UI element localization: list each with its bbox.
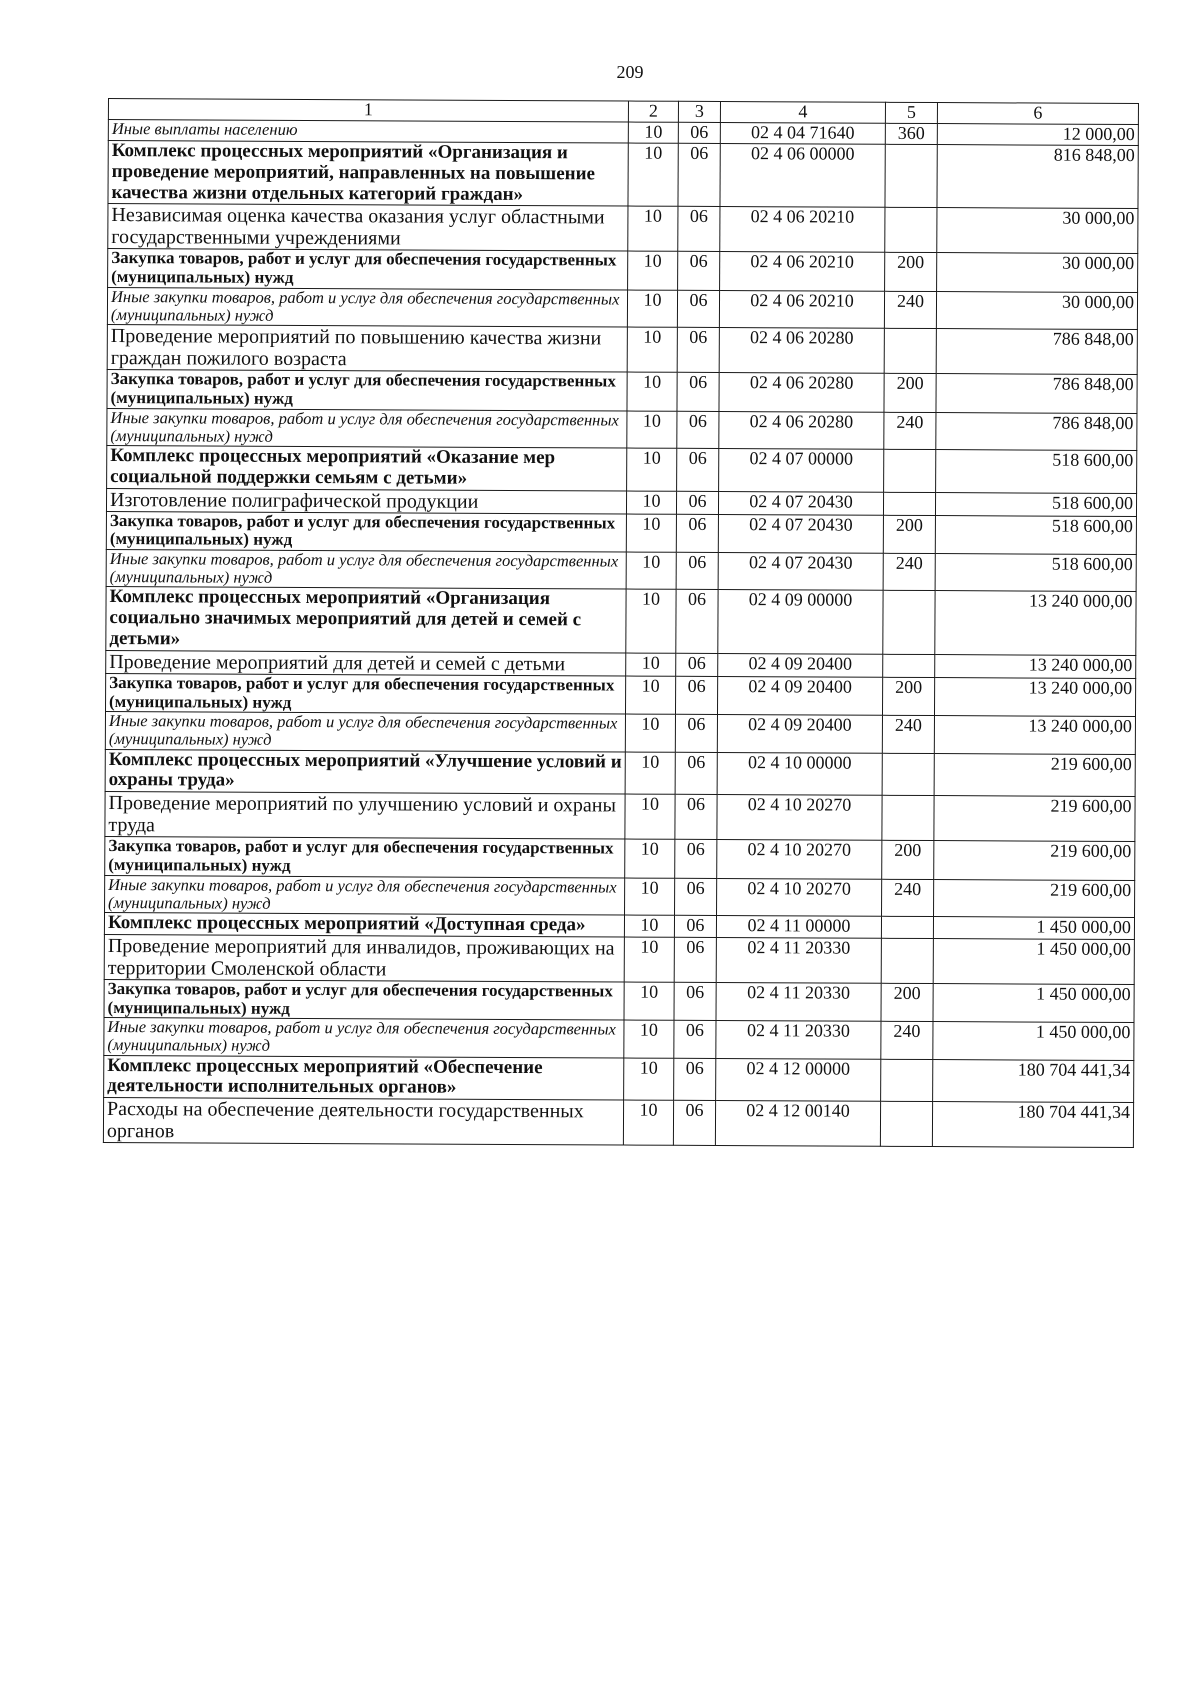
table-row bbox=[107, 370, 1137, 413]
row-section-cell: 10 bbox=[626, 653, 676, 676]
row-target-code-cell: 02 4 10 00000 bbox=[717, 752, 882, 796]
row-section-cell: 10 bbox=[625, 878, 675, 916]
row-expense-type-cell bbox=[881, 938, 933, 983]
budget-table bbox=[103, 98, 1139, 1148]
row-section-cell: 10 bbox=[624, 915, 674, 937]
row-subsection-cell: 06 bbox=[674, 937, 716, 982]
row-subsection-cell: 06 bbox=[673, 1101, 715, 1146]
row-subsection-cell: 06 bbox=[674, 1021, 716, 1058]
row-section-cell: 10 bbox=[628, 143, 678, 207]
row-name-cell: Иные закупки товаров, работ и услуг для обеспечения государственных (муниципальных) нужд bbox=[105, 875, 625, 915]
row-subsection-cell: 06 bbox=[678, 122, 720, 143]
row-section-cell: 10 bbox=[627, 372, 677, 411]
row-subsection-cell: 06 bbox=[675, 840, 717, 879]
row-amount-cell: 219 600,00 bbox=[934, 753, 1135, 797]
row-subsection-cell: 06 bbox=[675, 676, 717, 715]
row-amount-cell: 816 848,00 bbox=[937, 144, 1138, 209]
row-name-cell: Комплекс процессных мероприятий «Улучшение условий и охраны труда» bbox=[105, 749, 625, 794]
row-target-code-cell: 02 4 11 20330 bbox=[716, 937, 881, 983]
table-row bbox=[108, 249, 1138, 292]
table-body bbox=[103, 120, 1138, 1148]
row-target-code-cell: 02 4 06 00000 bbox=[720, 143, 885, 207]
row-amount-cell: 13 240 000,00 bbox=[934, 716, 1135, 754]
table-row bbox=[106, 587, 1136, 656]
table-row bbox=[107, 287, 1137, 329]
row-subsection-cell: 06 bbox=[676, 552, 718, 589]
row-section-cell: 10 bbox=[627, 327, 677, 372]
row-name-cell: Комплекс процессных мероприятий «Организация и проведение мероприятий, направленных на повышение качества жизни отдельных категорий граждан» bbox=[108, 140, 628, 206]
row-name-cell: Иные закупки товаров, работ и услуг для обеспечения государственных (муниципальных) нужд bbox=[106, 549, 626, 589]
row-subsection-cell: 06 bbox=[676, 590, 718, 654]
row-amount-cell: 1 450 000,00 bbox=[933, 938, 1134, 984]
row-expense-type-cell bbox=[881, 1059, 933, 1102]
row-name-cell: Иные закупки товаров, работ и услуг для обеспечения государственных (муниципальных) нужд bbox=[105, 712, 625, 752]
row-section-cell: 10 bbox=[625, 752, 675, 795]
row-amount-cell: 180 704 441,34 bbox=[933, 1059, 1134, 1103]
header-col-4: 4 bbox=[720, 101, 885, 123]
row-amount-cell: 219 600,00 bbox=[934, 841, 1135, 880]
row-name-cell: Проведение мероприятий для инвалидов, проживающих на территории Смоленской области bbox=[104, 934, 624, 982]
row-target-code-cell: 02 4 06 20210 bbox=[719, 290, 884, 328]
row-target-code-cell: 02 4 07 20430 bbox=[718, 514, 883, 553]
table-row bbox=[103, 1098, 1133, 1148]
header-col-3: 3 bbox=[678, 101, 720, 122]
row-subsection-cell: 06 bbox=[674, 1058, 716, 1101]
table-row bbox=[105, 875, 1135, 917]
row-section-cell: 10 bbox=[628, 252, 678, 291]
row-expense-type-cell bbox=[881, 916, 933, 938]
row-section-cell: 10 bbox=[627, 290, 677, 328]
row-name-cell: Расходы на обеспечение деятельности государственных органов bbox=[103, 1098, 623, 1146]
row-target-code-cell: 02 4 09 00000 bbox=[718, 590, 883, 654]
row-subsection-cell: 06 bbox=[675, 752, 717, 795]
row-expense-type-cell: 200 bbox=[881, 983, 933, 1022]
row-target-code-cell: 02 4 09 20400 bbox=[717, 676, 882, 715]
row-expense-type-cell: 360 bbox=[885, 123, 937, 144]
row-amount-cell: 1 450 000,00 bbox=[933, 983, 1134, 1022]
row-subsection-cell: 06 bbox=[676, 491, 718, 514]
header-col-2: 2 bbox=[628, 101, 678, 122]
row-section-cell: 10 bbox=[623, 1100, 673, 1145]
row-target-code-cell: 02 4 07 00000 bbox=[719, 448, 884, 492]
row-expense-type-cell: 200 bbox=[885, 253, 937, 292]
row-target-code-cell: 02 4 06 20280 bbox=[719, 328, 884, 374]
row-target-code-cell: 02 4 11 20330 bbox=[716, 1021, 881, 1059]
row-target-code-cell: 02 4 07 20430 bbox=[718, 552, 883, 590]
row-name-cell: Закупка товаров, работ и услуг для обеспечения государственных (муниципальных) нужд bbox=[104, 979, 624, 1020]
row-expense-type-cell: 240 bbox=[884, 291, 936, 329]
row-expense-type-cell: 200 bbox=[882, 677, 934, 716]
row-section-cell: 10 bbox=[625, 794, 675, 839]
row-name-cell: Комплекс процессных мероприятий «Организация социально значимых мероприятий для детей и семей с детьми» bbox=[106, 587, 626, 653]
row-subsection-cell: 06 bbox=[678, 143, 720, 207]
row-subsection-cell: 06 bbox=[676, 653, 718, 676]
row-expense-type-cell: 200 bbox=[883, 515, 935, 554]
page-number: 209 bbox=[616, 62, 644, 82]
row-amount-cell: 518 600,00 bbox=[935, 515, 1136, 554]
row-amount-cell: 518 600,00 bbox=[936, 449, 1137, 493]
row-section-cell: 10 bbox=[628, 207, 678, 252]
row-amount-cell: 13 240 000,00 bbox=[935, 654, 1136, 678]
row-expense-type-cell bbox=[883, 654, 935, 677]
row-expense-type-cell: 240 bbox=[882, 716, 934, 754]
row-target-code-cell: 02 4 09 20400 bbox=[718, 653, 883, 677]
row-name-cell: Изготовление полиграфической продукции bbox=[106, 488, 626, 514]
row-amount-cell: 786 848,00 bbox=[936, 329, 1137, 375]
row-target-code-cell: 02 4 06 20210 bbox=[720, 252, 885, 291]
row-amount-cell: 786 848,00 bbox=[936, 374, 1137, 413]
table-row bbox=[106, 673, 1136, 716]
table-row bbox=[105, 712, 1135, 754]
header-col-5: 5 bbox=[885, 102, 937, 123]
table-row bbox=[107, 445, 1137, 493]
row-expense-type-cell bbox=[884, 449, 936, 492]
row-target-code-cell: 02 4 12 00000 bbox=[716, 1058, 881, 1102]
row-amount-cell: 12 000,00 bbox=[937, 124, 1138, 146]
table-row bbox=[104, 1055, 1134, 1103]
table-row bbox=[107, 325, 1137, 375]
row-expense-type-cell bbox=[884, 328, 936, 373]
row-amount-cell: 13 240 000,00 bbox=[935, 591, 1136, 656]
row-amount-cell: 1 450 000,00 bbox=[933, 1022, 1134, 1060]
header-col-1: 1 bbox=[108, 99, 628, 123]
row-name-cell: Иные выплаты населению bbox=[108, 120, 628, 143]
row-expense-type-cell: 200 bbox=[884, 373, 936, 412]
row-subsection-cell: 06 bbox=[677, 372, 719, 411]
row-section-cell: 10 bbox=[627, 448, 677, 491]
row-expense-type-cell: 240 bbox=[881, 1022, 933, 1060]
row-target-code-cell: 02 4 11 00000 bbox=[716, 915, 881, 938]
table-row bbox=[104, 1018, 1134, 1060]
row-target-code-cell: 02 4 10 20270 bbox=[717, 878, 882, 916]
row-name-cell: Комплекс процессных мероприятий «Доступная среда» bbox=[104, 912, 624, 936]
row-section-cell: 10 bbox=[628, 122, 678, 143]
row-target-code-cell: 02 4 06 20210 bbox=[720, 207, 885, 253]
row-expense-type-cell bbox=[885, 144, 937, 208]
row-subsection-cell: 06 bbox=[677, 411, 719, 448]
row-name-cell: Закупка товаров, работ и услуг для обеспечения государственных (муниципальных) нужд bbox=[105, 837, 625, 878]
table-row bbox=[105, 792, 1135, 842]
row-name-cell: Закупка товаров, работ и услуг для обеспечения государственных (муниципальных) нужд bbox=[106, 673, 626, 714]
row-expense-type-cell bbox=[885, 208, 937, 253]
table-row bbox=[106, 511, 1136, 554]
table-row bbox=[104, 934, 1134, 984]
row-name-cell: Иные закупки товаров, работ и услуг для обеспечения государственных (муниципальных) нужд bbox=[107, 408, 627, 448]
row-section-cell: 10 bbox=[625, 839, 675, 878]
row-subsection-cell: 06 bbox=[674, 915, 716, 937]
row-subsection-cell: 06 bbox=[676, 514, 718, 553]
row-target-code-cell: 02 4 12 00140 bbox=[715, 1101, 880, 1147]
table-row bbox=[108, 204, 1138, 254]
row-target-code-cell: 02 4 04 71640 bbox=[720, 122, 885, 144]
row-name-cell: Комплекс процессных мероприятий «Оказание мер социальной поддержки семьям с детьми» bbox=[107, 445, 627, 490]
row-section-cell: 10 bbox=[626, 552, 676, 590]
row-amount-cell: 30 000,00 bbox=[936, 291, 1137, 329]
header-col-6: 6 bbox=[937, 103, 1138, 125]
row-section-cell: 10 bbox=[627, 411, 677, 449]
row-name-cell: Комплекс процессных мероприятий «Обеспечение деятельности исполнительных органов» bbox=[104, 1055, 624, 1100]
row-subsection-cell: 06 bbox=[677, 448, 719, 491]
table-row bbox=[107, 408, 1137, 450]
row-section-cell: 10 bbox=[626, 514, 676, 553]
row-amount-cell: 518 600,00 bbox=[935, 492, 1136, 516]
row-target-code-cell: 02 4 06 20280 bbox=[719, 411, 884, 449]
row-expense-type-cell: 240 bbox=[883, 553, 935, 591]
row-section-cell: 10 bbox=[626, 589, 676, 653]
table-row bbox=[106, 549, 1136, 591]
row-subsection-cell: 06 bbox=[677, 327, 719, 372]
row-name-cell: Закупка товаров, работ и услуг для обеспечения государственных (муниципальных) нужд bbox=[106, 511, 626, 552]
row-subsection-cell: 06 bbox=[675, 878, 717, 915]
row-amount-cell: 219 600,00 bbox=[934, 879, 1135, 917]
row-expense-type-cell bbox=[882, 796, 934, 841]
row-amount-cell: 786 848,00 bbox=[936, 412, 1137, 450]
table-row bbox=[108, 140, 1138, 209]
row-section-cell: 10 bbox=[624, 1020, 674, 1058]
row-amount-cell: 1 450 000,00 bbox=[933, 917, 1134, 940]
row-section-cell: 10 bbox=[624, 1058, 674, 1101]
row-name-cell: Независимая оценка качества оказания услуг областными государственными учреждениями bbox=[108, 204, 628, 252]
row-name-cell: Проведение мероприятий по повышению качества жизни граждан пожилого возраста bbox=[107, 325, 627, 373]
row-target-code-cell: 02 4 10 20270 bbox=[717, 840, 882, 879]
row-amount-cell: 13 240 000,00 bbox=[934, 677, 1135, 716]
row-name-cell: Закупка товаров, работ и услуг для обеспечения государственных (муниципальных) нужд bbox=[107, 370, 627, 411]
row-subsection-cell: 06 bbox=[678, 207, 720, 252]
row-section-cell: 10 bbox=[625, 676, 675, 715]
row-expense-type-cell bbox=[883, 492, 935, 515]
row-amount-cell: 30 000,00 bbox=[937, 253, 1138, 292]
row-expense-type-cell: 240 bbox=[884, 412, 936, 450]
row-amount-cell: 180 704 441,34 bbox=[932, 1102, 1133, 1148]
table-row bbox=[105, 837, 1135, 880]
row-subsection-cell: 06 bbox=[677, 290, 719, 327]
row-expense-type-cell bbox=[880, 1102, 932, 1147]
row-name-cell: Иные закупки товаров, работ и услуг для обеспечения государственных (муниципальных) нужд bbox=[104, 1018, 624, 1058]
row-expense-type-cell bbox=[883, 591, 935, 655]
row-section-cell: 10 bbox=[624, 982, 674, 1021]
row-subsection-cell: 06 bbox=[675, 715, 717, 752]
row-amount-cell: 30 000,00 bbox=[937, 208, 1138, 254]
row-target-code-cell: 02 4 07 20430 bbox=[718, 491, 883, 515]
row-target-code-cell: 02 4 11 20330 bbox=[716, 982, 881, 1021]
table-row bbox=[104, 979, 1134, 1022]
row-subsection-cell: 06 bbox=[674, 982, 716, 1021]
row-name-cell: Проведение мероприятий для детей и семей с детьми bbox=[106, 650, 626, 676]
row-name-cell: Проведение мероприятий по улучшению условий и охраны труда bbox=[105, 792, 625, 840]
row-name-cell: Иные закупки товаров, работ и услуг для обеспечения государственных (муниципальных) нужд bbox=[107, 287, 627, 327]
row-target-code-cell: 02 4 09 20400 bbox=[717, 715, 882, 753]
row-section-cell: 10 bbox=[626, 491, 676, 514]
row-subsection-cell: 06 bbox=[675, 795, 717, 840]
row-expense-type-cell: 200 bbox=[882, 841, 934, 880]
table-row bbox=[105, 749, 1135, 797]
row-expense-type-cell: 240 bbox=[882, 879, 934, 917]
row-target-code-cell: 02 4 06 20280 bbox=[719, 373, 884, 412]
row-target-code-cell: 02 4 10 20270 bbox=[717, 795, 882, 841]
row-amount-cell: 518 600,00 bbox=[935, 553, 1136, 591]
row-section-cell: 10 bbox=[625, 714, 675, 752]
row-amount-cell: 219 600,00 bbox=[934, 796, 1135, 842]
row-expense-type-cell bbox=[882, 753, 934, 796]
row-name-cell: Закупка товаров, работ и услуг для обеспечения государственных (муниципальных) нужд bbox=[108, 249, 628, 290]
row-subsection-cell: 06 bbox=[678, 252, 720, 291]
row-section-cell: 10 bbox=[624, 937, 674, 982]
